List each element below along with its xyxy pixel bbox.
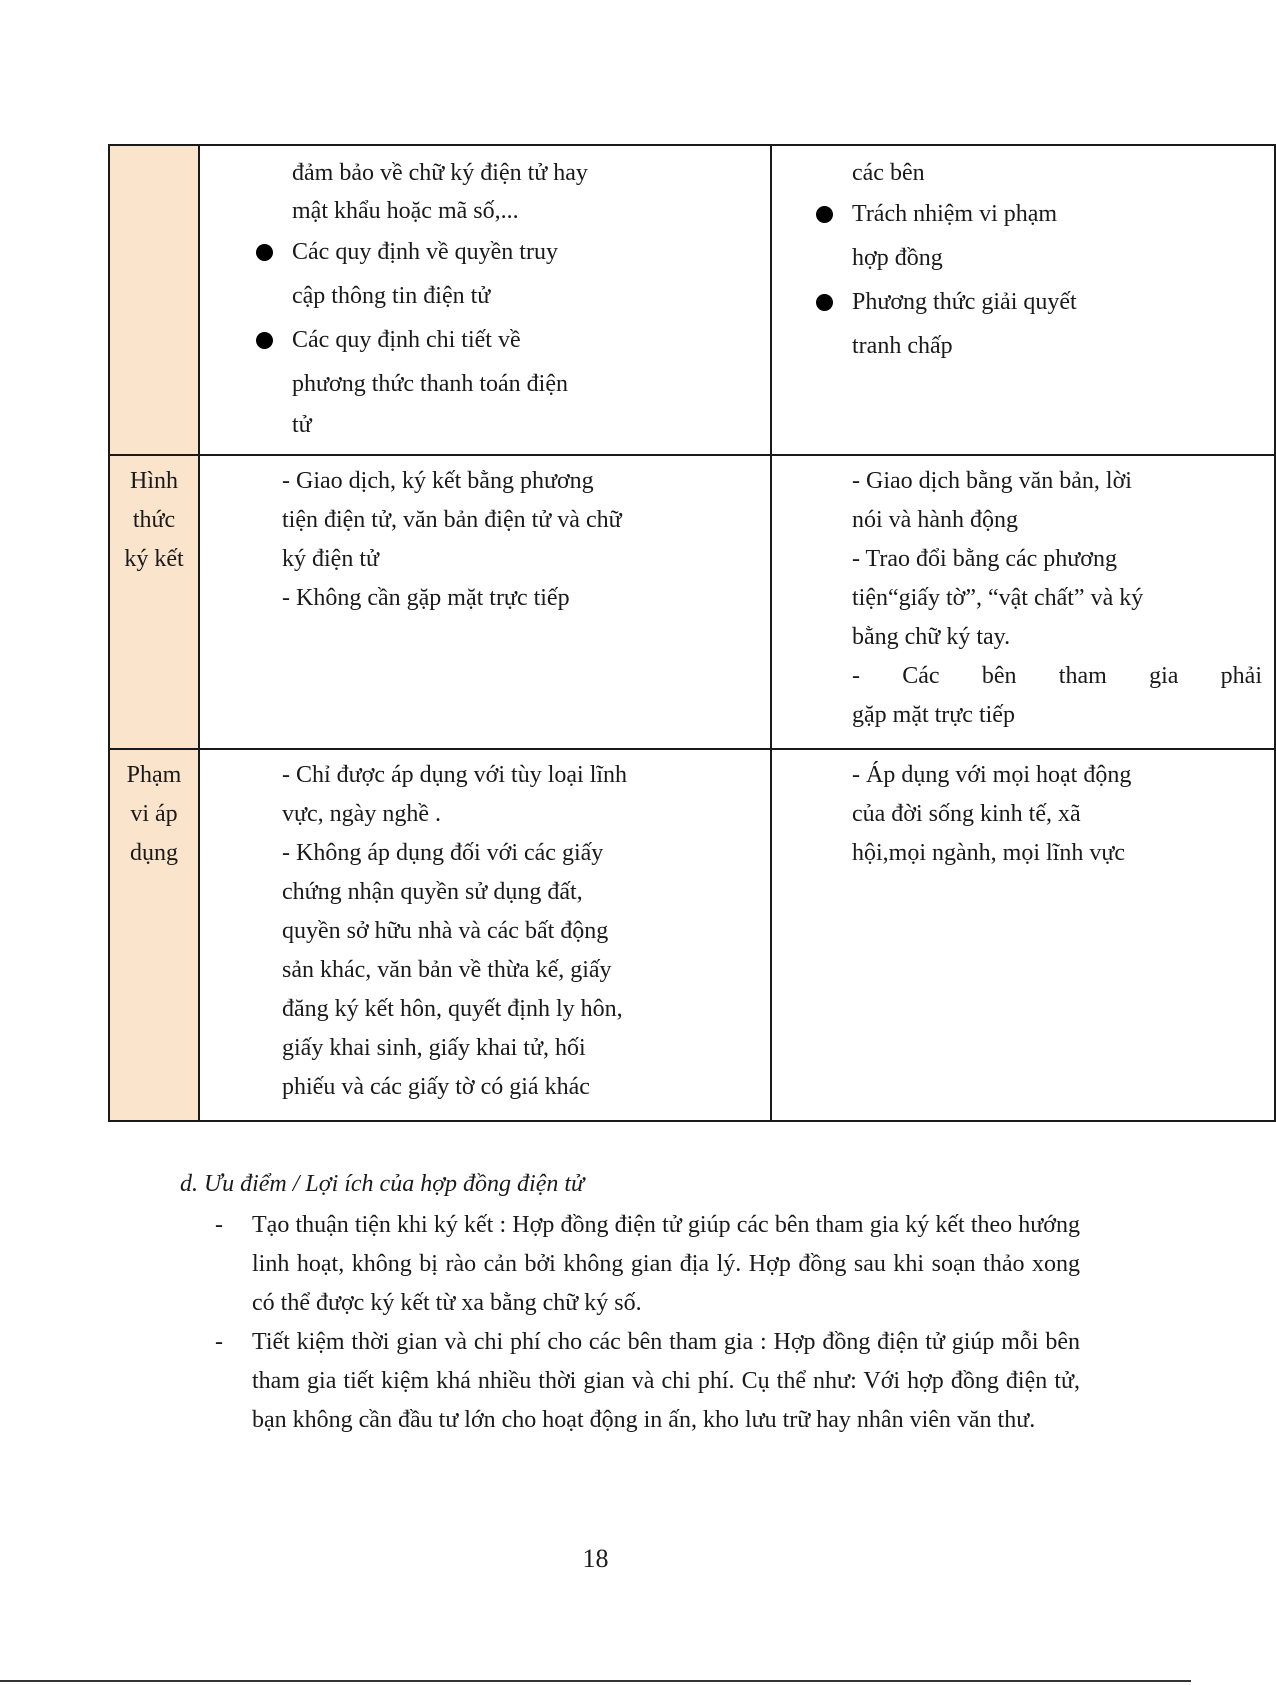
cell-line: sản khác, văn bản về thừa kế, giấy xyxy=(282,957,612,983)
row-label-line: vi áp xyxy=(130,801,178,827)
list-item-text: Tạo thuận tiện khi ký kết : Hợp đồng điện tử giúp các bên tham gia ký kết theo hướng linh hoạt, không bị rào cản bởi không gian địa lý. Hợp đồng sau khi soạn thảo xong có thể được ký kết từ xa bằng chữ ký số. xyxy=(252,1212,1080,1316)
cell-line: vực, ngày nghề . xyxy=(282,801,441,827)
bullet-item xyxy=(292,318,762,444)
footer-divider xyxy=(0,1680,1191,1682)
advantages-section xyxy=(180,1166,1080,1440)
cell-traditional-scope xyxy=(771,749,1275,1121)
bullet-dot-icon xyxy=(816,206,833,223)
cell-line: tiện điện tử, văn bản điện tử và chữ xyxy=(282,507,622,533)
cell-line: giấy khai sinh, giấy khai tử, hối xyxy=(282,1035,586,1061)
cell-line: chứng nhận quyền sử dụng đất, xyxy=(282,879,583,905)
cell-line: - Các bên tham gia phải xyxy=(852,663,1262,689)
cell-line: phiếu và các giấy tờ có giá khác xyxy=(282,1074,590,1100)
row-label-line: dụng xyxy=(130,840,178,866)
cell-line: các bên xyxy=(852,160,925,186)
row-label-signing-form xyxy=(109,455,199,749)
cell-line: quyền sở hữu nhà và các bất động xyxy=(282,918,609,944)
list-item xyxy=(180,1206,1080,1323)
cell-line: - Giao dịch bằng văn bản, lời xyxy=(852,468,1132,494)
bullet-item xyxy=(852,280,1266,368)
cell-line: mật khẩu hoặc mã số,... xyxy=(292,198,519,224)
bullet-line: phương thức thanh toán điện xyxy=(292,371,568,397)
cell-electronic-continuation xyxy=(199,145,771,455)
bullet-dot-icon xyxy=(256,244,273,261)
cell-line: gặp mặt trực tiếp xyxy=(852,702,1015,728)
table-row-signing-form xyxy=(109,455,1275,749)
list-item xyxy=(180,1323,1080,1440)
cell-line: - Chỉ được áp dụng với tùy loại lĩnh xyxy=(282,762,628,788)
cell-line: - Giao dịch, ký kết bằng phương xyxy=(282,468,594,494)
bullet-line: tranh chấp xyxy=(852,333,953,359)
cell-line: hội,mọi ngành, mọi lĩnh vực xyxy=(852,840,1125,866)
row-label-empty xyxy=(109,145,199,455)
bullet-line: Trách nhiệm vi phạm xyxy=(852,201,1058,227)
cell-line: nói và hành động xyxy=(852,507,1018,533)
list-dash: - xyxy=(215,1212,223,1238)
cell-electronic-scope xyxy=(199,749,771,1121)
bullet-line: Các quy định chi tiết về xyxy=(292,327,521,353)
cell-line: - Không cần gặp mặt trực tiếp xyxy=(282,585,570,611)
cell-line: đăng ký kết hôn, quyết định ly hôn, xyxy=(282,996,623,1022)
row-label-line: Phạm xyxy=(126,762,182,788)
row-label-line: thức xyxy=(132,507,176,533)
bullet-dot-icon xyxy=(256,332,273,349)
cell-electronic-signing-form xyxy=(199,455,771,749)
list-item-text: Tiết kiệm thời gian và chi phí cho các bên tham gia : Hợp đồng điện tử giúp mỗi bên tham gia tiết kiệm khá nhiều thời gian và chi phí. Cụ thể như: Với hợp đồng điện tử, bạn không cần đầu tư lớn cho hoạt động in ấn, kho lưu trữ hay nhân viên văn thư. xyxy=(252,1329,1080,1433)
bullet-line: cập thông tin điện tử xyxy=(292,283,491,309)
bullet-line: hợp đồng xyxy=(852,245,943,271)
cell-line: - Trao đổi bằng các phương xyxy=(852,546,1117,572)
cell-line: của đời sống kinh tế, xã xyxy=(852,801,1081,827)
cell-line: - Không áp dụng đối với các giấy xyxy=(282,840,604,866)
row-label-scope xyxy=(109,749,199,1121)
bullet-item xyxy=(852,192,1266,280)
bullet-dot-icon xyxy=(816,294,833,311)
table-row-continuation xyxy=(109,145,1275,455)
bullet-line: tử xyxy=(292,412,312,438)
comparison-table xyxy=(108,144,1276,1122)
cell-line: bằng chữ ký tay. xyxy=(852,624,1011,650)
table-row-scope xyxy=(109,749,1275,1121)
cell-line: đảm bảo về chữ ký điện tử hay xyxy=(292,160,588,186)
cell-traditional-continuation xyxy=(771,145,1275,455)
page-number: 18 xyxy=(582,1544,609,1573)
cell-traditional-signing-form xyxy=(771,455,1275,749)
cell-line: ký điện tử xyxy=(282,546,379,572)
list-dash: - xyxy=(215,1329,223,1355)
cell-line: - Áp dụng với mọi hoạt động xyxy=(852,762,1132,788)
section-title: d. Ưu điểm / Lợi ích của hợp đồng điện tử xyxy=(180,1171,585,1197)
row-label-line: ký kết xyxy=(124,546,184,572)
bullet-item xyxy=(292,230,762,318)
bullet-line: Các quy định về quyền truy xyxy=(292,239,558,265)
bullet-line: Phương thức giải quyết xyxy=(852,289,1077,315)
row-label-line: Hình xyxy=(130,468,178,494)
cell-line: tiện“giấy tờ”, “vật chất” và ký xyxy=(852,585,1144,611)
